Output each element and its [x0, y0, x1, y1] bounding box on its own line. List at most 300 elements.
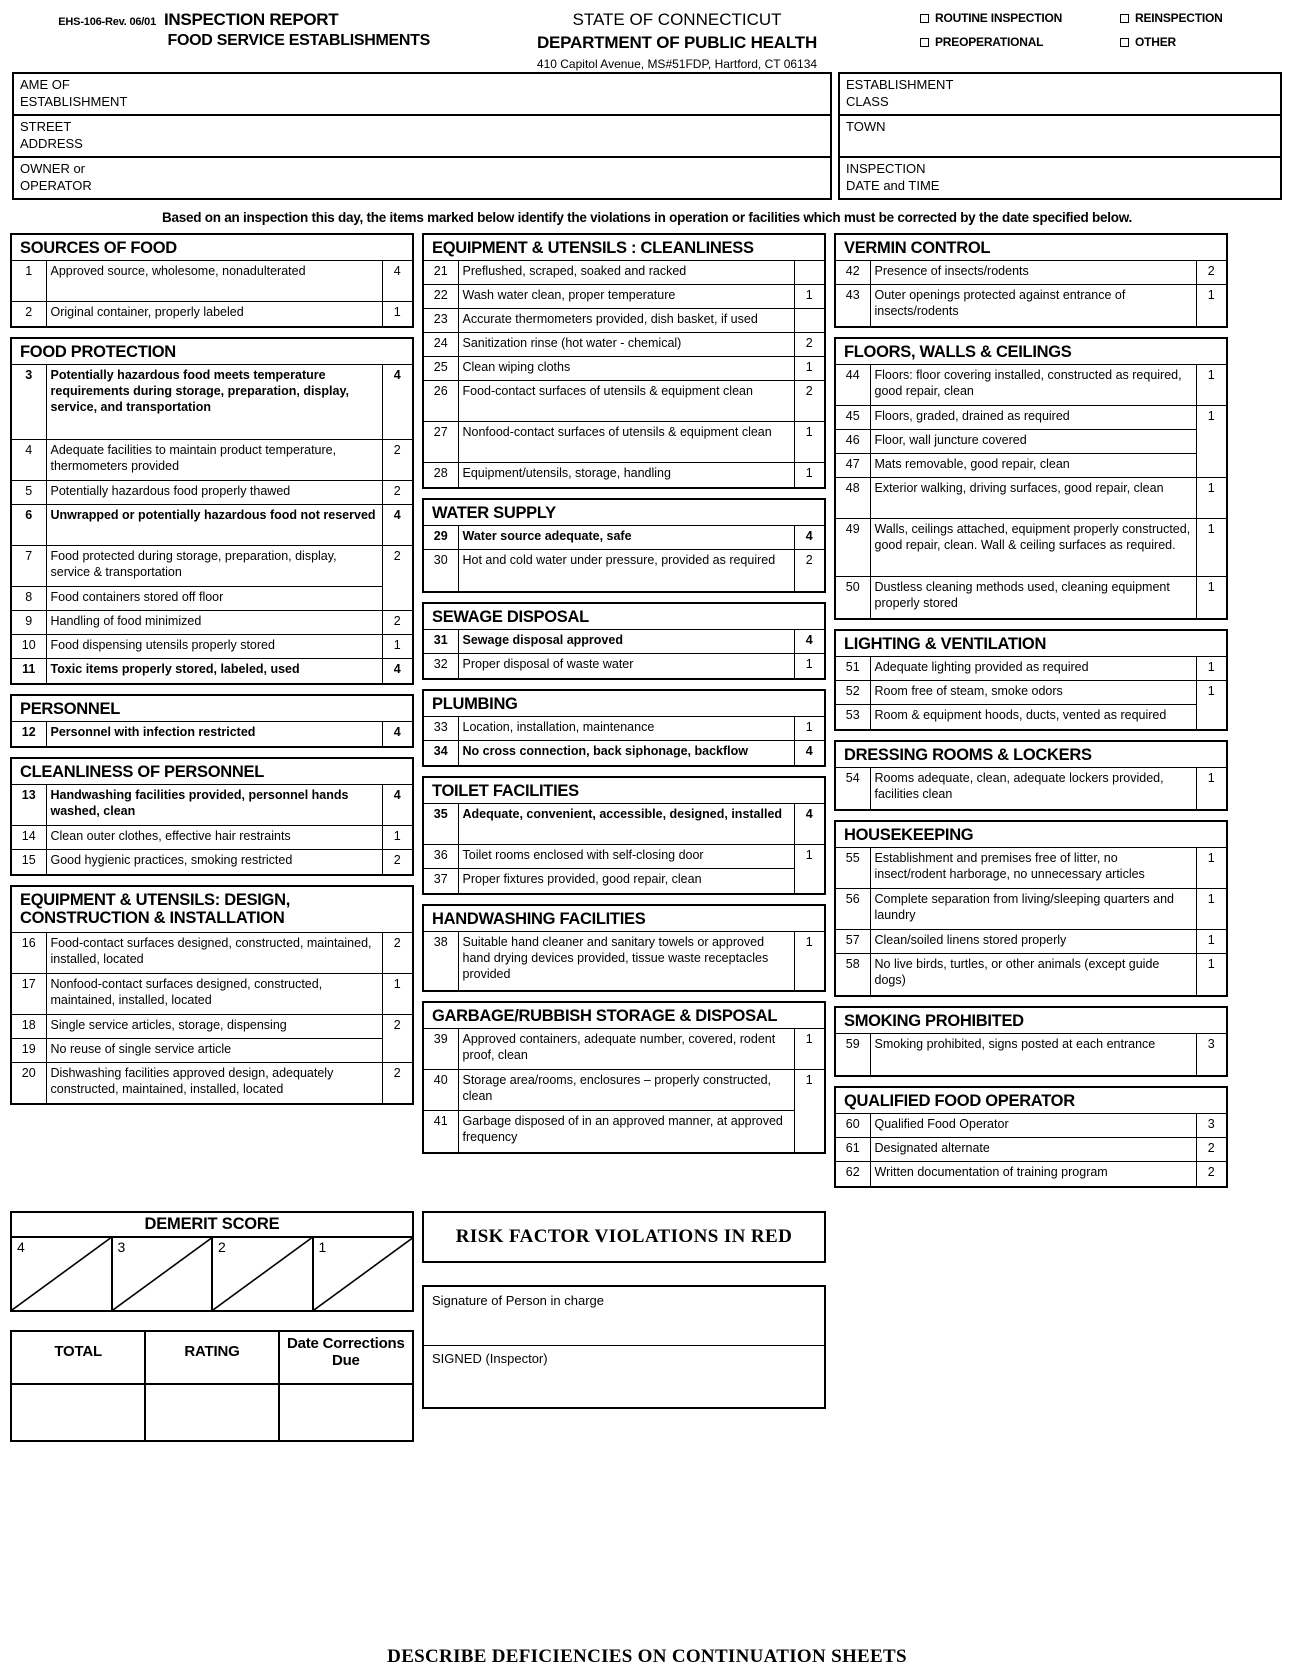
inspection-item-row[interactable]	[12, 302, 412, 326]
item-demerit-value[interactable]: 1	[1196, 889, 1226, 930]
demerit-cell-label: 1	[318, 1238, 327, 1255]
item-demerit-value[interactable]: 2	[382, 440, 412, 481]
item-demerit-value[interactable]: 1	[1196, 657, 1226, 681]
item-number: 25	[424, 357, 458, 381]
item-description: Toilet rooms enclosed with self-closing door	[458, 845, 794, 869]
demerit-and-totals	[10, 1197, 414, 1442]
checkbox-label: PREOPERATIONAL	[935, 35, 1044, 49]
section-items-table	[836, 767, 1226, 809]
item-number: 13	[12, 785, 46, 826]
item-description: Adequate lighting provided as required	[870, 657, 1196, 681]
item-description: Potentially hazardous food properly thawed	[46, 481, 382, 505]
item-number: 20	[12, 1062, 46, 1103]
item-number: 7	[12, 546, 46, 587]
item-description: Room free of steam, smoke odors	[870, 681, 1196, 705]
item-demerit-value[interactable]: 2	[382, 546, 412, 611]
item-description: Clean outer clothes, effective hair restraints	[46, 826, 382, 850]
inspection-item-row[interactable]	[836, 681, 1226, 705]
item-number: 37	[424, 869, 458, 893]
inspection-item-row[interactable]	[12, 826, 412, 850]
item-description: Clean/soiled linens stored properly	[870, 930, 1196, 954]
risk-and-signature	[422, 1197, 826, 1409]
item-number: 55	[836, 848, 870, 889]
section-items-table	[836, 364, 1226, 618]
item-demerit-value[interactable]: 1	[1196, 768, 1226, 809]
totals-header-row	[12, 1332, 412, 1384]
item-demerit-value[interactable]: 1	[1196, 519, 1226, 577]
item-description: Outer openings protected against entrance of insects/rodents	[870, 285, 1196, 326]
demerit-cell[interactable]	[113, 1238, 214, 1310]
item-demerit-value[interactable]: 1	[382, 635, 412, 659]
demerit-diagonal-icon	[213, 1238, 312, 1310]
inspection-item-row[interactable]	[424, 357, 824, 381]
field-establishment-class[interactable]	[838, 72, 1282, 116]
item-number: 1	[12, 261, 46, 302]
item-demerit-value[interactable]: 1	[1196, 681, 1226, 729]
signature-person-label: Signature of Person in charge	[432, 1292, 604, 1308]
section-title: EQUIPMENT & UTENSILS: DESIGN, CONSTRUCTION & INSTALLATION	[20, 890, 290, 928]
field-label-line2: ADDRESS	[20, 136, 83, 152]
item-demerit-value[interactable]: 1	[1196, 954, 1226, 995]
item-number: 33	[424, 717, 458, 741]
item-description: Floor, wall juncture covered	[870, 430, 1196, 454]
section-items-table	[424, 629, 824, 678]
section-qualified-food-operator	[834, 1086, 1228, 1188]
item-number: 8	[12, 587, 46, 611]
item-demerit-value[interactable]: 1	[1196, 365, 1226, 406]
item-number: 15	[12, 850, 46, 874]
inspection-item-row[interactable]	[836, 930, 1226, 954]
section-title: TOILET FACILITIES	[432, 781, 579, 800]
item-description: Food-contact surfaces of utensils & equipment clean	[458, 381, 794, 422]
item-demerit-value[interactable]: 1	[1196, 285, 1226, 326]
section-lighting-ventilation	[834, 629, 1228, 731]
item-number: 35	[424, 804, 458, 845]
inspection-item-row[interactable]	[12, 365, 412, 440]
checkbox-label: OTHER	[1135, 35, 1177, 49]
column-3	[834, 233, 1228, 1197]
item-number: 42	[836, 261, 870, 285]
item-demerit-value[interactable]: 4	[382, 785, 412, 826]
item-description: No live birds, turtles, or other animals (except guide dogs)	[870, 954, 1196, 995]
inspection-item-row[interactable]	[836, 1114, 1226, 1138]
inspection-item-row[interactable]	[424, 654, 824, 678]
item-number: 14	[12, 826, 46, 850]
field-label-line2: ESTABLISHMENT	[20, 94, 128, 110]
item-number: 39	[424, 1029, 458, 1070]
section-title: PERSONNEL	[20, 699, 120, 718]
item-description: Adequate, convenient, accessible, designed, installed	[458, 804, 794, 845]
checkbox-other[interactable]	[1120, 35, 1176, 49]
section-items-table	[424, 525, 824, 591]
demerit-diagonal-icon	[314, 1238, 413, 1310]
item-demerit-value[interactable]: 1	[794, 1070, 824, 1152]
item-description: Food protected during storage, preparation, display, service & transportation	[46, 546, 382, 587]
demerit-cell-label: 2	[218, 1238, 226, 1255]
item-number: 52	[836, 681, 870, 705]
inspection-item-row[interactable]	[836, 705, 1226, 729]
item-description: Establishment and premises free of litter, no insect/rodent harborage, no unnecessary articles	[870, 848, 1196, 889]
item-demerit-value[interactable]: 2	[382, 932, 412, 973]
inspection-item-row[interactable]	[424, 261, 824, 285]
section-title: EQUIPMENT & UTENSILS : CLEANLINESS	[432, 239, 754, 257]
section-vermin-control	[834, 233, 1228, 328]
item-number: 24	[424, 333, 458, 357]
item-number: 26	[424, 381, 458, 422]
field-label-line1: ESTABLISHMENT	[846, 77, 954, 92]
item-description: Food-contact surfaces designed, constructed, maintained, installed, located	[46, 932, 382, 973]
inspection-item-row[interactable]	[12, 785, 412, 826]
section-items-table	[836, 656, 1226, 729]
report-title: INSPECTION REPORT	[164, 10, 339, 29]
inspection-item-row[interactable]	[836, 285, 1226, 326]
field-owner-or-operator[interactable]	[12, 158, 832, 200]
item-number: 2	[12, 302, 46, 326]
state-name: STATE OF CONNECTICUT	[572, 10, 782, 29]
inspection-item-row[interactable]	[12, 1014, 412, 1038]
section-items-table	[12, 364, 412, 683]
inspection-item-row[interactable]	[424, 1070, 824, 1111]
inspection-item-row[interactable]	[836, 657, 1226, 681]
item-description: Dustless cleaning methods used, cleaning equipment properly stored	[870, 577, 1196, 618]
report-subtitle: FOOD SERVICE ESTABLISHMENTS	[167, 32, 430, 49]
inspection-item-row[interactable]	[12, 611, 412, 635]
inspection-item-row[interactable]	[424, 422, 824, 463]
inspection-item-row[interactable]	[424, 717, 824, 741]
section-items-table	[424, 260, 824, 487]
inspection-item-row[interactable]	[424, 333, 824, 357]
section-items-table	[12, 784, 412, 874]
item-description: Nonfood-contact surfaces of utensils & equipment clean	[458, 422, 794, 463]
totals-table-box	[10, 1330, 414, 1442]
inspection-item-row[interactable]	[836, 577, 1226, 618]
item-demerit-value[interactable]: 2	[382, 481, 412, 505]
bottom-area	[0, 1197, 1294, 1442]
item-description: Designated alternate	[870, 1138, 1196, 1162]
item-description: Location, installation, maintenance	[458, 717, 794, 741]
item-demerit-value[interactable]: 2	[1196, 1138, 1226, 1162]
field-label-line1: INSPECTION	[846, 161, 926, 176]
demerit-score-box	[10, 1211, 414, 1312]
checkbox-icon[interactable]	[920, 14, 929, 23]
inspection-items-columns	[0, 233, 1294, 1197]
item-description: Garbage disposed of in an approved manner, at approved frequency	[458, 1111, 794, 1152]
item-number: 4	[12, 440, 46, 481]
item-number: 59	[836, 1034, 870, 1075]
item-description: Approved source, wholesome, nonadulterated	[46, 261, 382, 302]
item-demerit-value[interactable]: 4	[382, 261, 412, 302]
inspection-item-row[interactable]	[424, 526, 824, 550]
section-title: LIGHTING & VENTILATION	[844, 634, 1047, 653]
total-value-cell[interactable]	[12, 1384, 145, 1440]
item-description: Potentially hazardous food meets temperature requirements during storage, preparation, display, service, and transportation	[46, 365, 382, 440]
item-demerit-value[interactable]: 1	[794, 654, 824, 678]
inspection-item-row[interactable]	[424, 932, 824, 990]
signature-divider	[424, 1345, 824, 1346]
item-number: 46	[836, 430, 870, 454]
item-demerit-value[interactable]: 3	[1196, 1114, 1226, 1138]
rating-header: RATING	[145, 1332, 278, 1384]
inspection-item-row[interactable]	[836, 478, 1226, 519]
item-number: 47	[836, 454, 870, 478]
item-number: 17	[12, 973, 46, 1014]
item-number: 48	[836, 478, 870, 519]
inspection-item-row[interactable]	[836, 365, 1226, 406]
item-number: 61	[836, 1138, 870, 1162]
totals-value-row	[12, 1384, 412, 1440]
department-name: DEPARTMENT OF PUBLIC HEALTH	[536, 33, 818, 52]
instruction-text: Based on an inspection this day, the items marked below identify the violations in operation or facilities which must be corrected by the date specified below.	[162, 210, 1132, 225]
inspection-item-row[interactable]	[836, 768, 1226, 809]
inspection-item-row[interactable]	[12, 440, 412, 481]
item-demerit-value[interactable]: 2	[382, 1062, 412, 1103]
checkbox-icon[interactable]	[1120, 14, 1129, 23]
field-street-address[interactable]	[12, 116, 832, 158]
item-demerit-value[interactable]: 2	[382, 611, 412, 635]
checkbox-reinspection[interactable]	[1120, 11, 1223, 25]
item-demerit-value[interactable]: 4	[794, 630, 824, 654]
item-description: Hot and cold water under pressure, provided as required	[458, 550, 794, 591]
inspection-item-row[interactable]	[836, 954, 1226, 995]
item-demerit-value[interactable]: 2	[382, 850, 412, 874]
item-description: Wash water clean, proper temperature	[458, 285, 794, 309]
inspection-item-row[interactable]	[836, 848, 1226, 889]
section-items-table	[836, 1113, 1226, 1186]
inspection-item-row[interactable]	[12, 546, 412, 587]
item-description: Exterior walking, driving surfaces, good repair, clean	[870, 478, 1196, 519]
checkbox-label: ROUTINE INSPECTION	[935, 11, 1063, 25]
item-demerit-value[interactable]: 2	[1196, 1162, 1226, 1186]
checkbox-icon[interactable]	[920, 38, 929, 47]
item-demerit-value[interactable]: 4	[382, 722, 412, 746]
inspection-item-row[interactable]	[836, 1162, 1226, 1186]
checkbox-routine-inspection[interactable]	[920, 11, 1120, 25]
inspection-item-row[interactable]	[836, 454, 1226, 478]
item-number: 41	[424, 1111, 458, 1152]
inspection-item-row[interactable]	[836, 430, 1226, 454]
inspection-item-row[interactable]	[424, 1111, 824, 1152]
item-demerit-value[interactable]: 1	[794, 357, 824, 381]
item-description: Qualified Food Operator	[870, 1114, 1196, 1138]
item-number: 57	[836, 930, 870, 954]
item-demerit-value[interactable]: 1	[794, 463, 824, 487]
item-number: 58	[836, 954, 870, 995]
section-title: QUALIFIED FOOD OPERATOR	[844, 1091, 1075, 1110]
inspection-item-row[interactable]	[424, 741, 824, 765]
demerit-diagonal-icon	[12, 1238, 111, 1310]
inspection-item-row[interactable]	[836, 519, 1226, 577]
item-description: Floors: floor covering installed, constructed as required, good repair, clean	[870, 365, 1196, 406]
inspection-item-row[interactable]	[424, 463, 824, 487]
item-description: Proper fixtures provided, good repair, clean	[458, 869, 794, 893]
item-number: 38	[424, 932, 458, 990]
section-food-protection	[10, 337, 414, 685]
item-demerit-value[interactable]: 2	[794, 333, 824, 357]
risk-factor-notice-box	[422, 1211, 826, 1263]
item-description: Food dispensing utensils properly stored	[46, 635, 382, 659]
inspection-item-row[interactable]	[836, 889, 1226, 930]
inspection-item-row[interactable]	[836, 261, 1226, 285]
item-description: Walls, ceilings attached, equipment properly constructed, good repair, clean. Wall & ceiling surfaces as required.	[870, 519, 1196, 577]
section-title: DRESSING ROOMS & LOCKERS	[844, 745, 1092, 764]
section-items-table	[836, 1033, 1226, 1075]
item-number: 60	[836, 1114, 870, 1138]
item-number: 23	[424, 309, 458, 333]
section-personnel	[10, 694, 414, 748]
section-items-table	[424, 716, 824, 765]
section-smoking-prohibited	[834, 1006, 1228, 1077]
item-demerit-value[interactable]: 1	[1196, 406, 1226, 478]
item-number: 43	[836, 285, 870, 326]
date-corrections-due-header: Date Corrections Due	[279, 1332, 412, 1384]
item-number: 21	[424, 261, 458, 285]
section-housekeeping	[834, 820, 1228, 997]
demerit-cell[interactable]	[213, 1238, 314, 1310]
item-demerit-value[interactable]: 1	[382, 302, 412, 326]
item-number: 22	[424, 285, 458, 309]
item-description: Sewage disposal approved	[458, 630, 794, 654]
inspection-item-row[interactable]	[12, 481, 412, 505]
item-demerit-value[interactable]: 1	[794, 717, 824, 741]
inspection-item-row[interactable]	[12, 505, 412, 546]
demerit-cell[interactable]	[12, 1238, 113, 1310]
item-demerit-value[interactable]: 2	[1196, 261, 1226, 285]
inspection-item-row[interactable]	[12, 587, 412, 611]
item-demerit-value[interactable]: 1	[794, 1029, 824, 1070]
item-number: 9	[12, 611, 46, 635]
agency-address: 410 Capitol Avenue, MS#51FDP, Hartford, CT 06134	[536, 57, 818, 71]
item-number: 3	[12, 365, 46, 440]
total-header: TOTAL	[12, 1332, 145, 1384]
item-demerit-value[interactable]: 3	[1196, 1034, 1226, 1075]
field-name-of-establishment[interactable]	[12, 72, 832, 116]
inspection-item-row[interactable]	[12, 722, 412, 746]
item-demerit-value[interactable]: 1	[382, 826, 412, 850]
inspection-item-row[interactable]	[12, 1062, 412, 1103]
item-demerit-value[interactable]: 1	[794, 845, 824, 893]
item-number: 27	[424, 422, 458, 463]
inspection-item-row[interactable]	[12, 635, 412, 659]
inspection-item-row[interactable]	[12, 659, 412, 683]
item-demerit-value[interactable]: 4	[382, 365, 412, 440]
fields-right-group	[838, 72, 1282, 200]
section-title: FLOORS, WALLS & CEILINGS	[844, 342, 1072, 361]
inspection-item-row[interactable]	[424, 869, 824, 893]
demerit-cell[interactable]	[314, 1238, 413, 1310]
item-demerit-value[interactable]: 4	[382, 659, 412, 683]
inspection-item-row[interactable]	[12, 932, 412, 973]
establishment-fields	[0, 72, 1294, 200]
inspection-item-row[interactable]	[12, 261, 412, 302]
item-number: 5	[12, 481, 46, 505]
demerit-cell-label: 4	[17, 1238, 25, 1255]
field-town[interactable]	[838, 116, 1282, 158]
item-number: 32	[424, 654, 458, 678]
demerit-score-title: DEMERIT SCORE	[12, 1213, 412, 1238]
item-number: 44	[836, 365, 870, 406]
field-label-line1: AME OF	[20, 77, 70, 92]
section-cleanliness-of-personnel	[10, 757, 414, 876]
inspection-item-row[interactable]	[12, 850, 412, 874]
item-demerit-value[interactable]: 4	[794, 804, 824, 845]
section-title: HANDWASHING FACILITIES	[432, 909, 646, 928]
date-corrections-due-cell[interactable]	[279, 1384, 412, 1440]
item-number: 16	[12, 932, 46, 973]
field-inspection-date-time[interactable]	[838, 158, 1282, 200]
item-demerit-value[interactable]: 1	[1196, 577, 1226, 618]
item-demerit-value[interactable]: 4	[382, 505, 412, 546]
inspection-item-row[interactable]	[424, 845, 824, 869]
form-revision-code: EHS-106-Rev. 06/01	[58, 16, 156, 28]
header-left	[14, 8, 434, 50]
section-plumbing	[422, 689, 826, 767]
inspection-item-row[interactable]	[12, 973, 412, 1014]
section-floors-walls-ceilings	[834, 337, 1228, 620]
checkbox-icon[interactable]	[1120, 38, 1129, 47]
item-description: Presence of insects/rodents	[870, 261, 1196, 285]
item-demerit-value[interactable]: 4	[794, 741, 824, 765]
inspection-item-row[interactable]	[424, 309, 824, 333]
item-demerit-value[interactable]: 2	[794, 381, 824, 422]
inspection-item-row[interactable]	[424, 550, 824, 591]
section-items-table	[836, 260, 1226, 326]
item-number: 56	[836, 889, 870, 930]
signature-box	[422, 1285, 826, 1409]
section-items-table	[12, 932, 412, 1104]
rating-value-cell[interactable]	[145, 1384, 278, 1440]
item-demerit-value[interactable]: 1	[794, 285, 824, 309]
item-number: 6	[12, 505, 46, 546]
item-demerit-value[interactable]: 1	[1196, 930, 1226, 954]
inspection-item-row[interactable]	[424, 285, 824, 309]
item-demerit-value[interactable]: 1	[382, 973, 412, 1014]
inspection-item-row[interactable]	[836, 1034, 1226, 1075]
item-number: 30	[424, 550, 458, 591]
section-title: SOURCES OF FOOD	[20, 239, 177, 257]
inspection-item-row[interactable]	[836, 1138, 1226, 1162]
item-demerit-value[interactable]: 1	[1196, 478, 1226, 519]
inspection-item-row[interactable]	[424, 630, 824, 654]
inspection-item-row[interactable]	[424, 381, 824, 422]
item-description: Dishwashing facilities approved design, adequately constructed, maintained, installed, located	[46, 1062, 382, 1103]
item-number: 54	[836, 768, 870, 809]
item-description: No cross connection, back siphonage, backflow	[458, 741, 794, 765]
item-number: 19	[12, 1038, 46, 1062]
section-toilet-facilities	[422, 776, 826, 895]
inspection-item-row[interactable]	[836, 406, 1226, 430]
checkbox-preoperational[interactable]	[920, 35, 1120, 49]
item-description: Room & equipment hoods, ducts, vented as required	[870, 705, 1196, 729]
item-demerit-value[interactable]: 1	[794, 932, 824, 990]
item-number: 45	[836, 406, 870, 430]
inspection-item-row[interactable]	[424, 804, 824, 845]
totals-table	[12, 1332, 412, 1440]
inspection-item-row[interactable]	[424, 1029, 824, 1070]
item-number: 34	[424, 741, 458, 765]
item-demerit-value[interactable]: 4	[794, 526, 824, 550]
item-demerit-value[interactable]	[794, 261, 824, 285]
item-description: Equipment/utensils, storage, handling	[458, 463, 794, 487]
item-demerit-value[interactable]	[794, 309, 824, 333]
item-number: 31	[424, 630, 458, 654]
item-demerit-value[interactable]: 1	[1196, 848, 1226, 889]
section-water-supply	[422, 498, 826, 593]
item-demerit-value[interactable]: 2	[794, 550, 824, 591]
item-demerit-value[interactable]: 2	[382, 1014, 412, 1062]
item-demerit-value[interactable]: 1	[794, 422, 824, 463]
item-description: Smoking prohibited, signs posted at each entrance	[870, 1034, 1196, 1075]
inspection-item-row[interactable]	[12, 1038, 412, 1062]
